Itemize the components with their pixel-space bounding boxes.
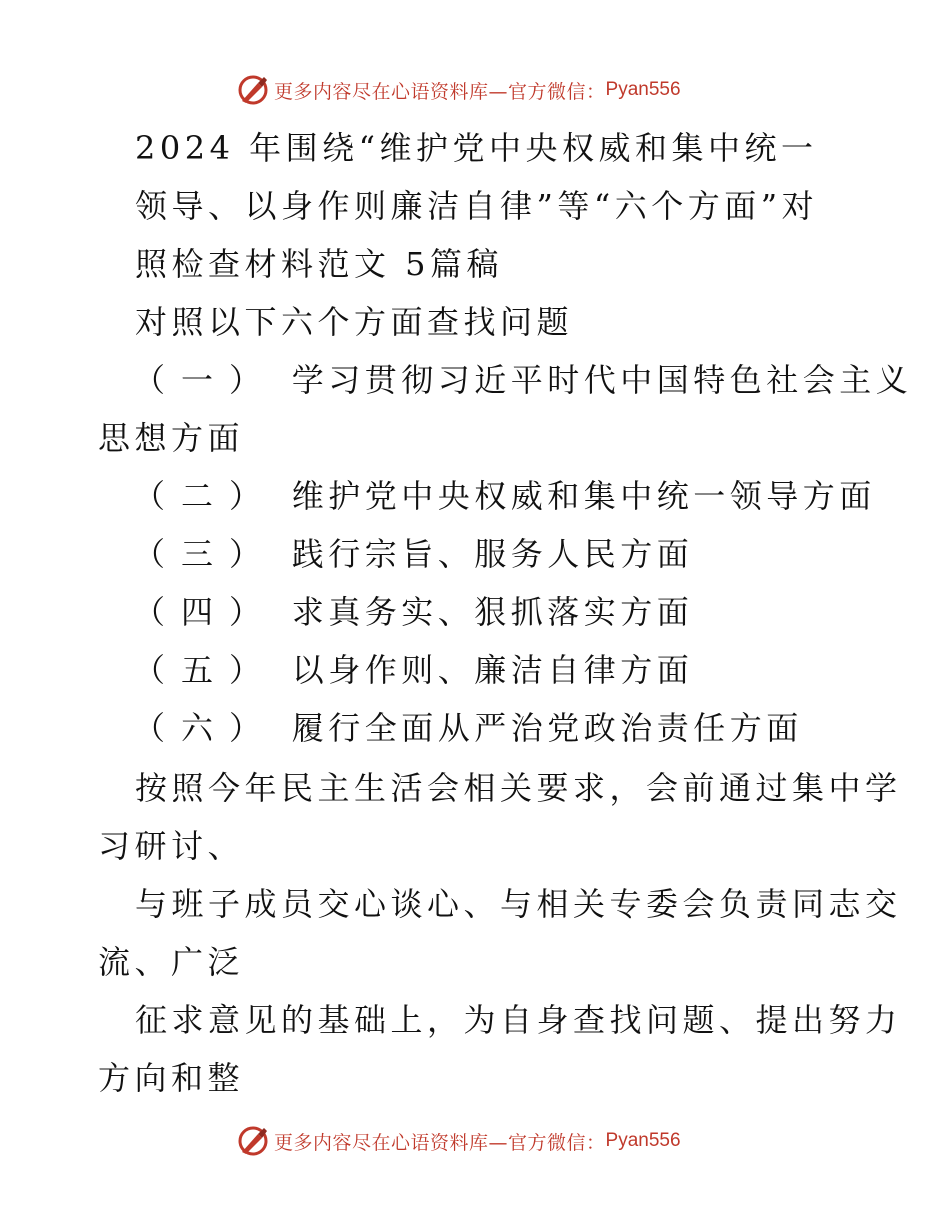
aspect-text: 学习贯彻习近平时代中国特色社会主义 [291, 361, 913, 399]
aspect-item-6 [133, 708, 803, 748]
banner-wechat-id: Pyan556 [605, 79, 681, 100]
banner-wechat-id: Pyan556 [605, 1130, 681, 1151]
aspect-item-1-cont: 思想方面 [98, 419, 245, 457]
body-paragraph-3: 征求意见的基础上，为自身查找问题、提出努力 [135, 1001, 902, 1039]
doc-title-line-2: 领导、以身作则廉洁自律”等“六个方面”对 [135, 187, 819, 225]
aspect-number: （三） [133, 535, 278, 573]
doc-title-line-3: 照检查材料范文 5篇稿 [135, 245, 504, 283]
aspect-text: 维护党中央权威和集中统一领导方面 [291, 477, 876, 515]
aspect-number: （六） [133, 709, 278, 747]
body-paragraph-2: 与班子成员交心谈心、与相关专委会负责同志交 [135, 885, 902, 923]
aspect-item-5 [133, 650, 693, 690]
body-paragraph-1-cont: 习研讨、 [98, 827, 245, 865]
aspect-number: （一） [133, 361, 278, 399]
doc-title-line-1: 2024 年围绕“维护党中央权威和集中统一 [135, 129, 818, 167]
aspect-number: （五） [133, 651, 278, 689]
aspect-text: 以身作则、廉洁自律方面 [291, 651, 694, 689]
body-paragraph-2-cont: 流、广泛 [98, 943, 245, 981]
aspect-text: 践行宗旨、服务人民方面 [291, 535, 694, 573]
body-paragraph-1: 按照今年民主生活会相关要求，会前通过集中学 [135, 769, 902, 807]
aspect-text: 履行全面从严治党政治责任方面 [291, 709, 803, 747]
aspect-item-4 [133, 592, 693, 632]
header-banner [236, 72, 681, 108]
banner-text: 更多内容尽在心语资料库—官方微信： [274, 80, 606, 103]
intro-line: 对照以下六个方面查找问题 [135, 303, 574, 341]
pen-logo-icon [236, 1124, 270, 1158]
aspect-item-1 [133, 360, 912, 400]
aspect-item-2 [133, 476, 876, 516]
body-paragraph-3-cont: 方向和整 [98, 1059, 245, 1097]
aspect-number: （二） [133, 477, 278, 515]
aspect-item-3 [133, 534, 693, 574]
aspect-text: 求真务实、狠抓落实方面 [291, 593, 694, 631]
pen-logo-icon [236, 73, 270, 107]
footer-banner [236, 1123, 681, 1159]
aspect-number: （四） [133, 593, 278, 631]
banner-text: 更多内容尽在心语资料库—官方微信： [274, 1131, 606, 1154]
